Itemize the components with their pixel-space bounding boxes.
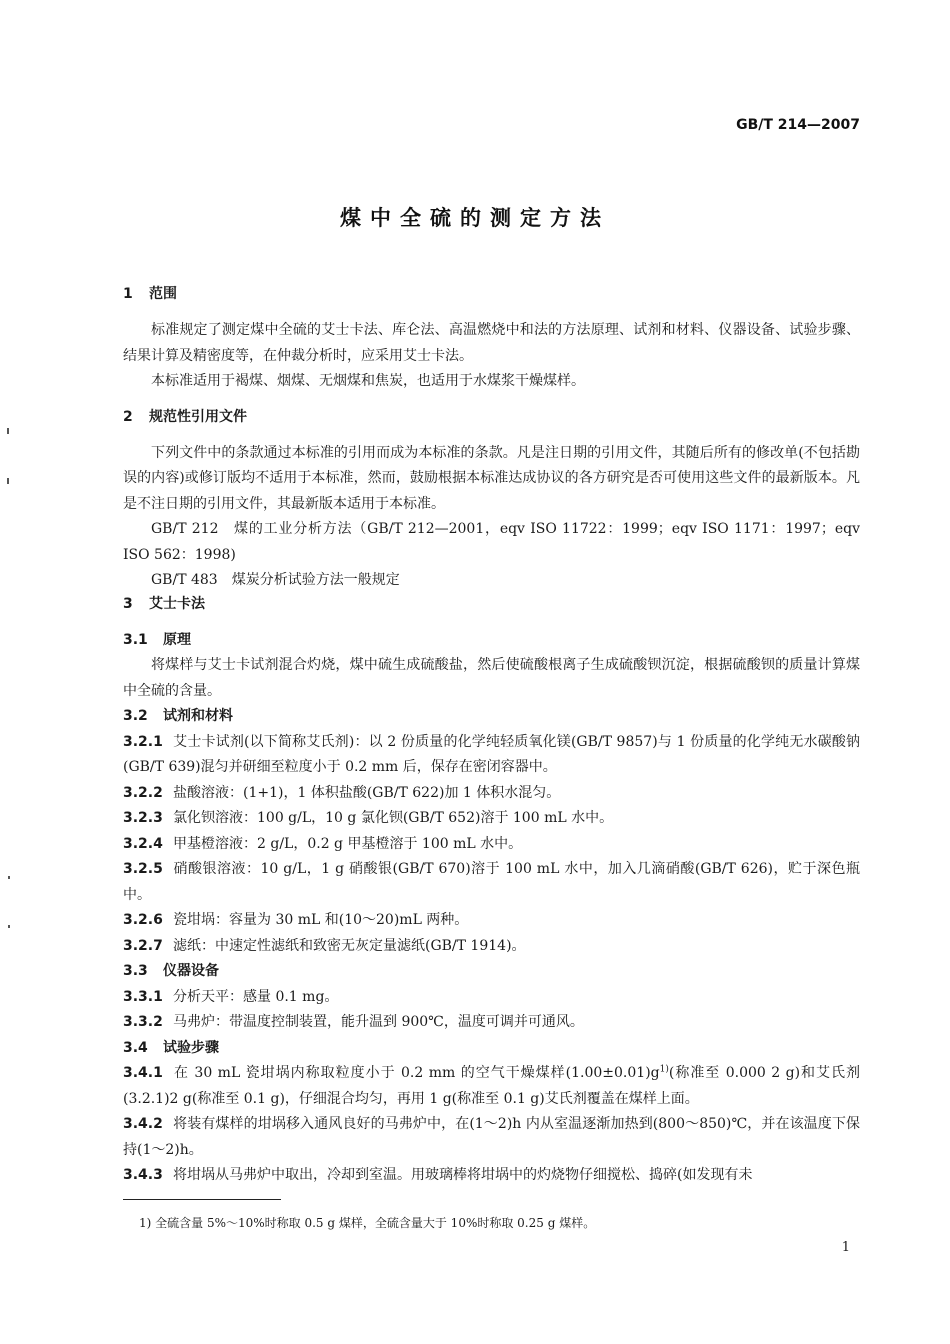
clause-item xyxy=(123,908,860,934)
reference-item: GB/T 483 煤炭分析试验方法一般规定 xyxy=(151,572,400,588)
subsection-heading xyxy=(123,704,860,730)
clause-item xyxy=(123,781,860,807)
page-title: 煤中全硫的测定方法 xyxy=(340,206,610,230)
subsection-title: 原理 xyxy=(163,631,191,648)
clause-number: 3.4.2 xyxy=(123,1116,163,1132)
subsection-heading xyxy=(123,1036,860,1062)
clause-number: 3.2.1 xyxy=(123,733,163,750)
clause-text: 氯化钡溶液：100 g/L，10 g 氯化钡(GB/T 652)溶于 100 mL 水中。 xyxy=(173,810,614,826)
scan-artifact-mark xyxy=(8,876,10,879)
clause-item xyxy=(123,1061,860,1112)
clause-number: 3.2.6 xyxy=(123,912,163,928)
clause-number: 3.2.4 xyxy=(123,835,163,852)
clause-number: 3.4.1 xyxy=(123,1065,163,1081)
subsection-title: 仪器设备 xyxy=(163,963,219,979)
footnote-divider xyxy=(123,1199,281,1200)
paragraph: 下列文件中的条款通过本标准的引用而成为本标准的条款。凡是注日期的引用文件，其随后所有的修改单(不包括勘误的内容)或修订版均不适用于本标准，然而，鼓励根据本标准达成协议的各方研究是否可使用这些文件的最新版本。凡是不注日期的引用文件，其最新版本适用于本标准。 xyxy=(123,444,860,512)
subsection-number: 3.3 xyxy=(123,963,148,979)
clause-item xyxy=(123,857,860,908)
scan-artifact-mark xyxy=(8,925,10,928)
clause-text: 分析天平：感量 0.1 mg。 xyxy=(173,988,339,1005)
section-title: 艾士卡法 xyxy=(149,595,205,612)
section-title: 范围 xyxy=(149,286,177,302)
clause-item xyxy=(123,934,860,960)
subsection-number: 3.4 xyxy=(123,1039,148,1056)
footnote-marker: 1) xyxy=(659,1064,669,1075)
paragraph: 标准规定了测定煤中全硫的艾士卡法、库仑法、高温燃烧中和法的方法原理、试剂和材料、仪器设备、试验步骤、结果计算及精密度等，在仲裁分析时，应采用艾士卡法。 xyxy=(123,322,860,364)
clause-text: 瓷坩埚：容量为 30 mL 和(10～20)mL 两种。 xyxy=(173,912,469,928)
clause-number: 3.2.3 xyxy=(123,810,163,826)
paragraph: 本标准适用于褐煤、烟煤、无烟煤和焦炭，也适用于水煤浆干燥煤样。 xyxy=(151,373,585,389)
clause-item xyxy=(123,985,860,1011)
subsection-heading xyxy=(123,959,860,985)
document-body xyxy=(123,284,860,1189)
section-number: 1 xyxy=(123,286,133,302)
clause-text: 将坩埚从马弗炉中取出，冷却到室温。用玻璃棒将坩埚中的灼烧物仔细搅松、捣碎(如发现有未 xyxy=(173,1167,753,1183)
clause-text: 甲基橙溶液：2 g/L，0.2 g 甲基橙溶于 100 mL 水中。 xyxy=(173,835,523,852)
clause-text: 在 30 mL 瓷坩埚内称取粒度小于 0.2 mm 的空气干燥煤样(1.00±0.01)g xyxy=(173,1065,660,1081)
clause-text: 将装有煤样的坩埚移入通风良好的马弗炉中，在(1～2)h 内从室温逐渐加热到(800～850)℃，并在该温度下保持(1～2)h。 xyxy=(123,1116,860,1158)
clause-text: 艾士卡试剂(以下简称艾氏剂)：以 2 份质量的化学纯轻质氧化镁(GB/T 9857)与 1 份质量的化学纯无水碳酸钠(GB/T 639)混匀并研细至粒度小于 0.2 mm 后，保存在密闭容器中。 xyxy=(123,733,860,775)
scan-artifact-mark xyxy=(7,478,9,484)
clause-item xyxy=(123,806,860,832)
clause-item xyxy=(123,1163,860,1189)
subsection-number: 3.1 xyxy=(123,631,148,648)
clause-number: 3.2.2 xyxy=(123,784,163,801)
subsection-title: 试验步骤 xyxy=(163,1039,219,1056)
clause-text: (称准至 0.000 2 g)和艾氏剂(3.2.1)2 g(称准至 0.1 g)，仔细混合均匀，再用 1 g(称准至 0.1 g)艾氏剂覆盖在煤样上面。 xyxy=(123,1065,860,1107)
section-title: 规范性引用文件 xyxy=(149,408,247,425)
clause-text: 盐酸溶液：(1+1)，1 体积盐酸(GB/T 622)加 1 体积水混匀。 xyxy=(173,784,561,801)
clause-text: 滤纸：中速定性滤纸和致密无灰定量滤纸(GB/T 1914)。 xyxy=(173,937,526,954)
scan-artifact-mark xyxy=(7,428,9,434)
clause-text: 马弗炉：带温度控制装置，能升温到 900℃，温度可调并可通风。 xyxy=(173,1014,584,1030)
clause-item xyxy=(123,1112,860,1163)
footnote: 1) 全硫含量 5%～10%时称取 0.5 g 煤样，全硫含量大于 10%时称取 0.25 g 煤样。 xyxy=(139,1216,596,1230)
clause-item xyxy=(123,1010,860,1036)
subsection-number: 3.2 xyxy=(123,708,148,724)
subsection-title: 试剂和材料 xyxy=(163,708,233,724)
paragraph: 将煤样与艾士卡试剂混合灼烧，煤中硫生成硫酸盐，然后使硫酸根离子生成硫酸钡沉淀，根据硫酸钡的质量计算煤中全硫的含量。 xyxy=(123,657,860,699)
clause-text: 硝酸银溶液：10 g/L，1 g 硝酸银(GB/T 670)溶于 100 mL 水中，加入几滴硝酸(GB/T 626)，贮于深色瓶中。 xyxy=(123,861,860,903)
page-number: 1 xyxy=(841,1240,850,1255)
clause-item xyxy=(123,832,860,858)
section-heading xyxy=(123,407,860,427)
section-number: 3 xyxy=(123,595,133,612)
clause-number: 3.3.1 xyxy=(123,988,163,1005)
standard-code: GB/T 214—2007 xyxy=(736,117,860,133)
section-number: 2 xyxy=(123,408,133,425)
clause-number: 3.3.2 xyxy=(123,1014,163,1030)
reference-item: GB/T 212 煤的工业分析方法（GB/T 212—2001，eqv ISO 11722：1999；eqv ISO 1171：1997；eqv ISO 562：1998) xyxy=(123,521,860,563)
clause-item xyxy=(123,730,860,781)
clause-number: 3.2.7 xyxy=(123,937,163,954)
clause-number: 3.4.3 xyxy=(123,1167,163,1183)
subsection-heading xyxy=(123,628,860,654)
section-heading xyxy=(123,284,860,304)
clause-number: 3.2.5 xyxy=(123,861,163,877)
section-heading xyxy=(123,594,860,614)
